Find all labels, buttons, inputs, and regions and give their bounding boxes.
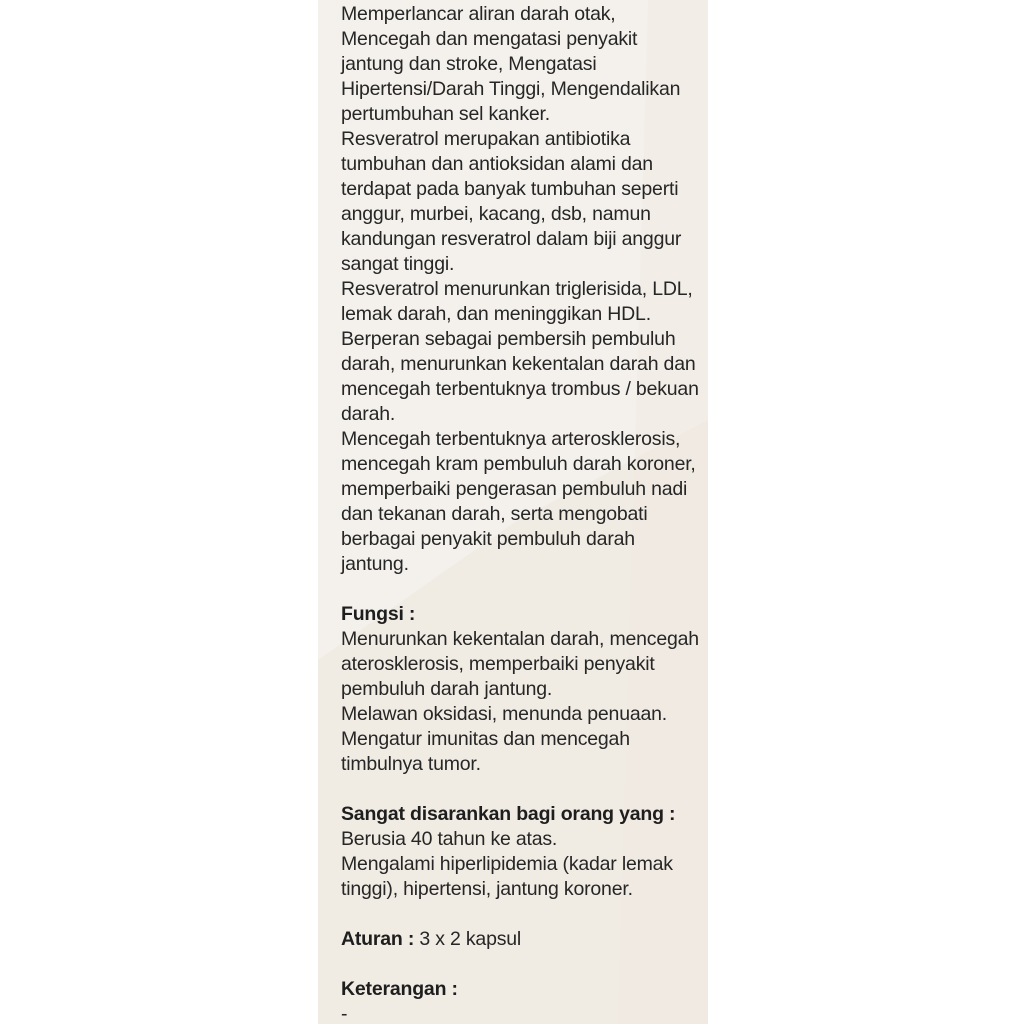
resveratrol-paragraph-2: Resveratrol menurunkan triglerisida, LDL, lemak darah, dan meninggikan HDL. Berperan sebagai pembersih pembuluh darah, menurunkan kekentalan darah dan mencegah terbentuknya trombus / bekuan darah. <box>341 278 699 425</box>
fungsi-line: Melawan oksidasi, menunda penuaan. <box>341 703 668 725</box>
fungsi-line: Menurunkan kekentalan darah, mencegah aterosklerosis, memperbaiki penyakit pembuluh darah jantung. <box>341 628 699 700</box>
product-description <box>341 2 703 1027</box>
resveratrol-paragraph-1: Resveratrol merupakan antibiotika tumbuhan dan antioksidan alami dan terdapat pada banyak tumbuhan seperti anggur, murbei, kacang, dsb, namun kandungan resveratrol dalam biji anggur sangat tinggi. <box>341 128 682 275</box>
aturan-row <box>341 927 703 952</box>
keterangan-heading: Keterangan : <box>341 978 458 1000</box>
fungsi-line: Mengatur imunitas dan mencegah timbulnya tumor. <box>341 728 630 775</box>
keterangan-value: - <box>341 1003 348 1025</box>
disarankan-line: Berusia 40 tahun ke atas. <box>341 828 558 850</box>
disarankan-heading: Sangat disarankan bagi orang yang : <box>341 803 676 825</box>
disarankan-line: Mengalami hiperlipidemia (kadar lemak tinggi), hipertensi, jantung koroner. <box>341 853 673 900</box>
spacer <box>341 577 703 602</box>
spacer <box>341 952 703 977</box>
aturan-value: 3 x 2 kapsul <box>419 928 522 950</box>
fungsi-heading: Fungsi : <box>341 603 416 625</box>
spacer <box>341 777 703 802</box>
benefits-text: Memperlancar aliran darah otak, Mencegah dan mengatasi penyakit jantung dan stroke, Mengatasi Hipertensi/Darah Tinggi, Mengendalikan pertumbuhan sel kanker. <box>341 3 681 125</box>
aturan-heading: Aturan : <box>341 928 415 950</box>
resveratrol-paragraph-3: Mencegah terbentuknya arterosklerosis, mencegah kram pembuluh darah koroner, memperbaiki pengerasan pembuluh nadi dan tekanan darah, serta mengobati berbagai penyakit pembuluh darah jantung. <box>341 428 696 575</box>
spacer <box>341 902 703 927</box>
